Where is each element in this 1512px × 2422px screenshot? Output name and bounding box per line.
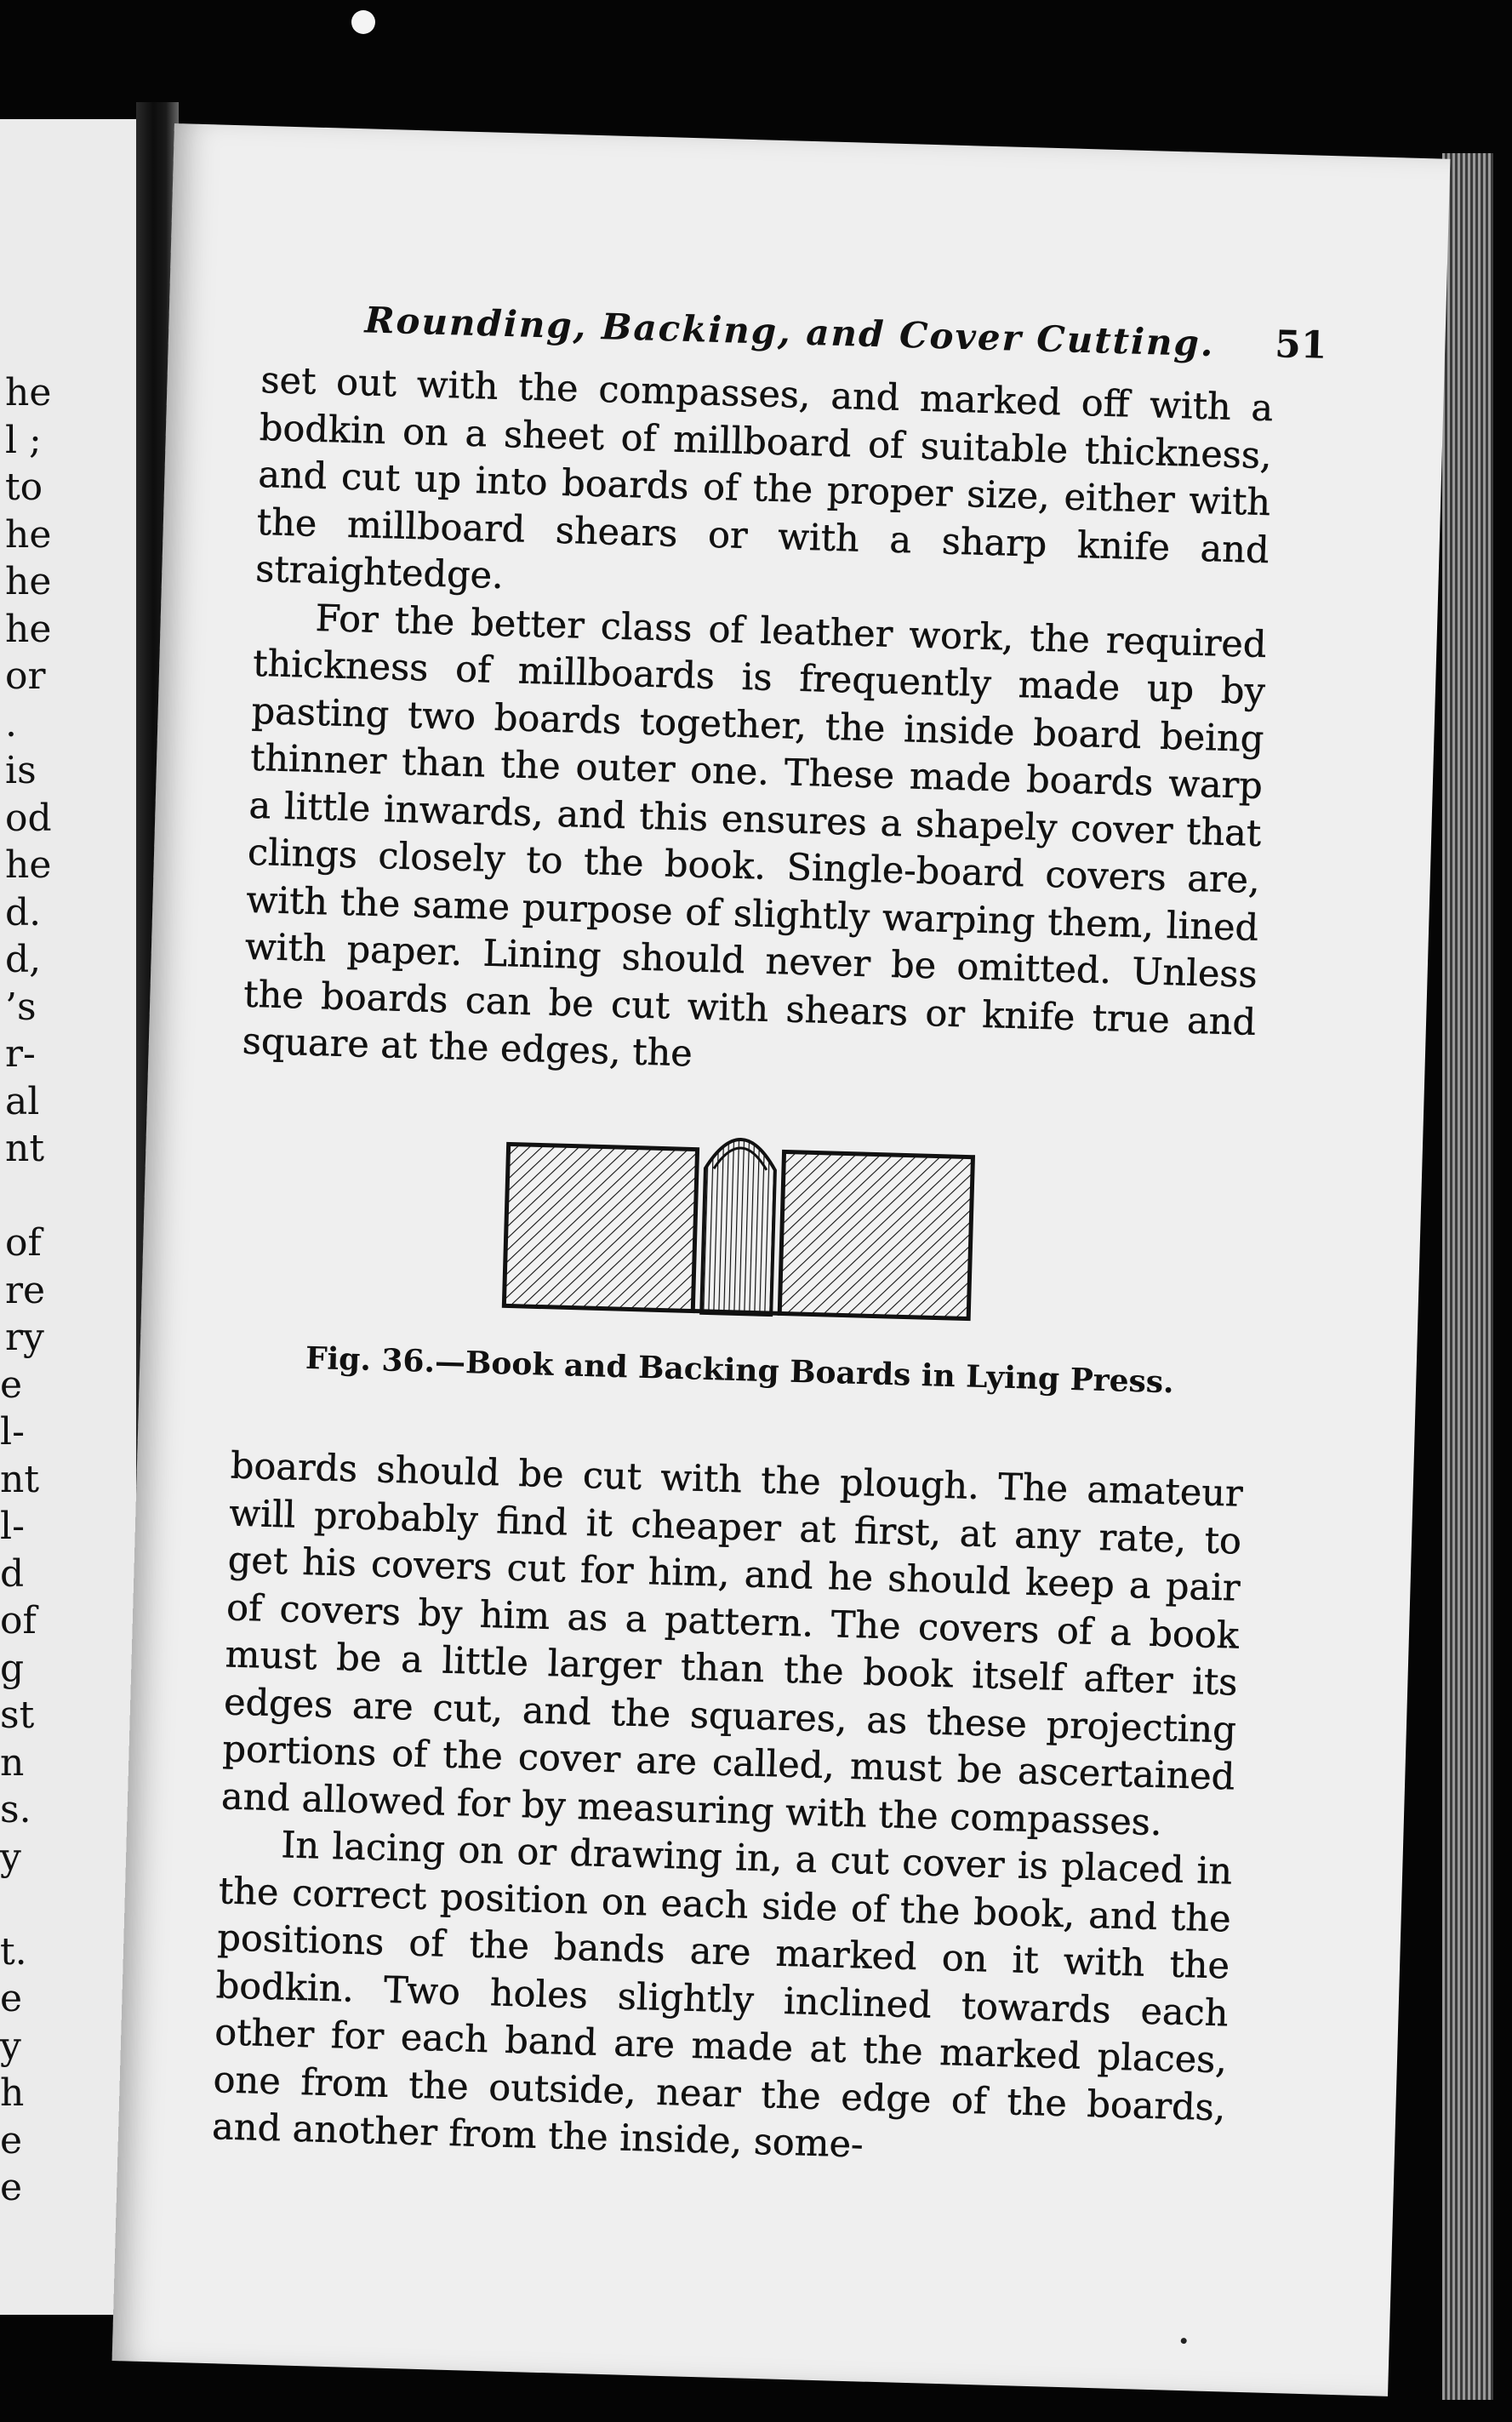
page-speck: [1181, 2338, 1187, 2344]
left-page-fragment: is: [5, 749, 37, 792]
running-head: Rounding, Backing, and Cover Cutting.: [363, 299, 1216, 365]
left-page-fragment: t.: [0, 1929, 27, 1974]
left-page-fragment: od: [5, 796, 52, 840]
left-page-fragment: he: [5, 560, 52, 603]
book-press-figure: [499, 1111, 980, 1329]
paragraph: For the better class of leather work, the required thickness of millboards is frequently made up by pasting two boards together, the inside board being thinner than the outer one. These made boards warp a little inwards, and this ensures a shapely cover that clings closely to the book. Single-board covers are, with the same purpose of slightly warping them, lined with paper. Lining should never be omitted. Unless the boards can be cut with shears or knife true and square at the edges, the: [242, 597, 1268, 1076]
left-page-fragment: s.: [0, 1788, 31, 1831]
paragraph: In lacing on or drawing in, a cut cover is placed in the correct position on each side of the book, and the positions of the bands are marked on it with the bodkin. Two holes slightly inclined towards each other for each band are made at the marked places, one from the outside, near the edge of the boards, and another from the inside, some-: [211, 1824, 1233, 2167]
left-page-fragment: al: [5, 1079, 40, 1123]
left-page-fragment: e: [0, 1977, 23, 2020]
left-page-fragment: e: [0, 2166, 23, 2209]
text-block-bottom: [211, 1442, 1243, 2179]
left-page-fragment: e: [0, 1362, 23, 1407]
left-page-fragment: d: [0, 1551, 25, 1596]
left-page-fragment: d,: [5, 938, 42, 981]
left-page-fragment: of: [0, 1599, 37, 1642]
left-page-fragment: or: [5, 654, 46, 698]
paragraph: boards should be cut with the plough. The amateur will probably find it cheaper at first, at any rate, to get his covers cut for him, and he should keep a pair of covers by him as a pattern. The covers of a book must be a little larger than the book itself after its edges are cut, and the squares, as these projecting portions of the cover are called, must be ascertained and allowed for by measuring with the compasses.: [220, 1444, 1244, 1844]
right-page: [112, 123, 1451, 2396]
left-page-fragment: .: [5, 701, 17, 745]
page-edges: [1442, 153, 1493, 2400]
left-page-fragment: he: [5, 512, 52, 557]
text-block-top: [242, 357, 1274, 1094]
left-page-fragment: of: [5, 1221, 42, 1265]
left-page-fragment: e: [0, 2118, 23, 2162]
right-backing-board: [779, 1151, 973, 1318]
left-page-fragment: g: [0, 1646, 25, 1690]
left-page-fragment: ry: [5, 1316, 44, 1359]
left-page-fragment: re: [5, 1268, 46, 1312]
left-page-fragment: he: [5, 843, 52, 887]
left-page-fragment: l ;: [5, 418, 42, 462]
left-page-fragment: n: [0, 1740, 25, 1785]
left-page-fragment: ’s: [5, 985, 37, 1029]
left-page-fragment: nt: [0, 1457, 40, 1501]
background-spot: [351, 10, 375, 34]
figure-caption: Fig. 36.—Book and Backing Boards in Lying Press.: [305, 1340, 1175, 1401]
left-page-fragment: to: [5, 466, 43, 509]
left-page-fragment: st: [0, 1694, 35, 1737]
left-page-fragment: l-: [0, 1410, 25, 1454]
left-page-fragment: h: [0, 2071, 25, 2115]
paragraph: set out with the compasses, and marked off with a bodkin on a sheet of millboard of suitable thickness, and cut up into boards of the proper size, either with the millboard shears or with a sharp knife and straightedge.: [254, 358, 1274, 597]
page-number: 51: [1274, 323, 1328, 368]
left-facing-page: [0, 119, 136, 2315]
left-page-fragment: y: [0, 2024, 21, 2068]
left-page-fragment: d.: [5, 890, 42, 934]
left-page-fragment: l-: [0, 1505, 25, 1548]
left-backing-board: [504, 1144, 697, 1311]
left-page-fragment: he: [5, 371, 52, 414]
left-page-fragment: nt: [5, 1127, 45, 1170]
left-page-fragment: y: [0, 1835, 21, 1879]
left-page-fragment: he: [5, 607, 52, 651]
left-page-fragment: r-: [5, 1032, 36, 1076]
